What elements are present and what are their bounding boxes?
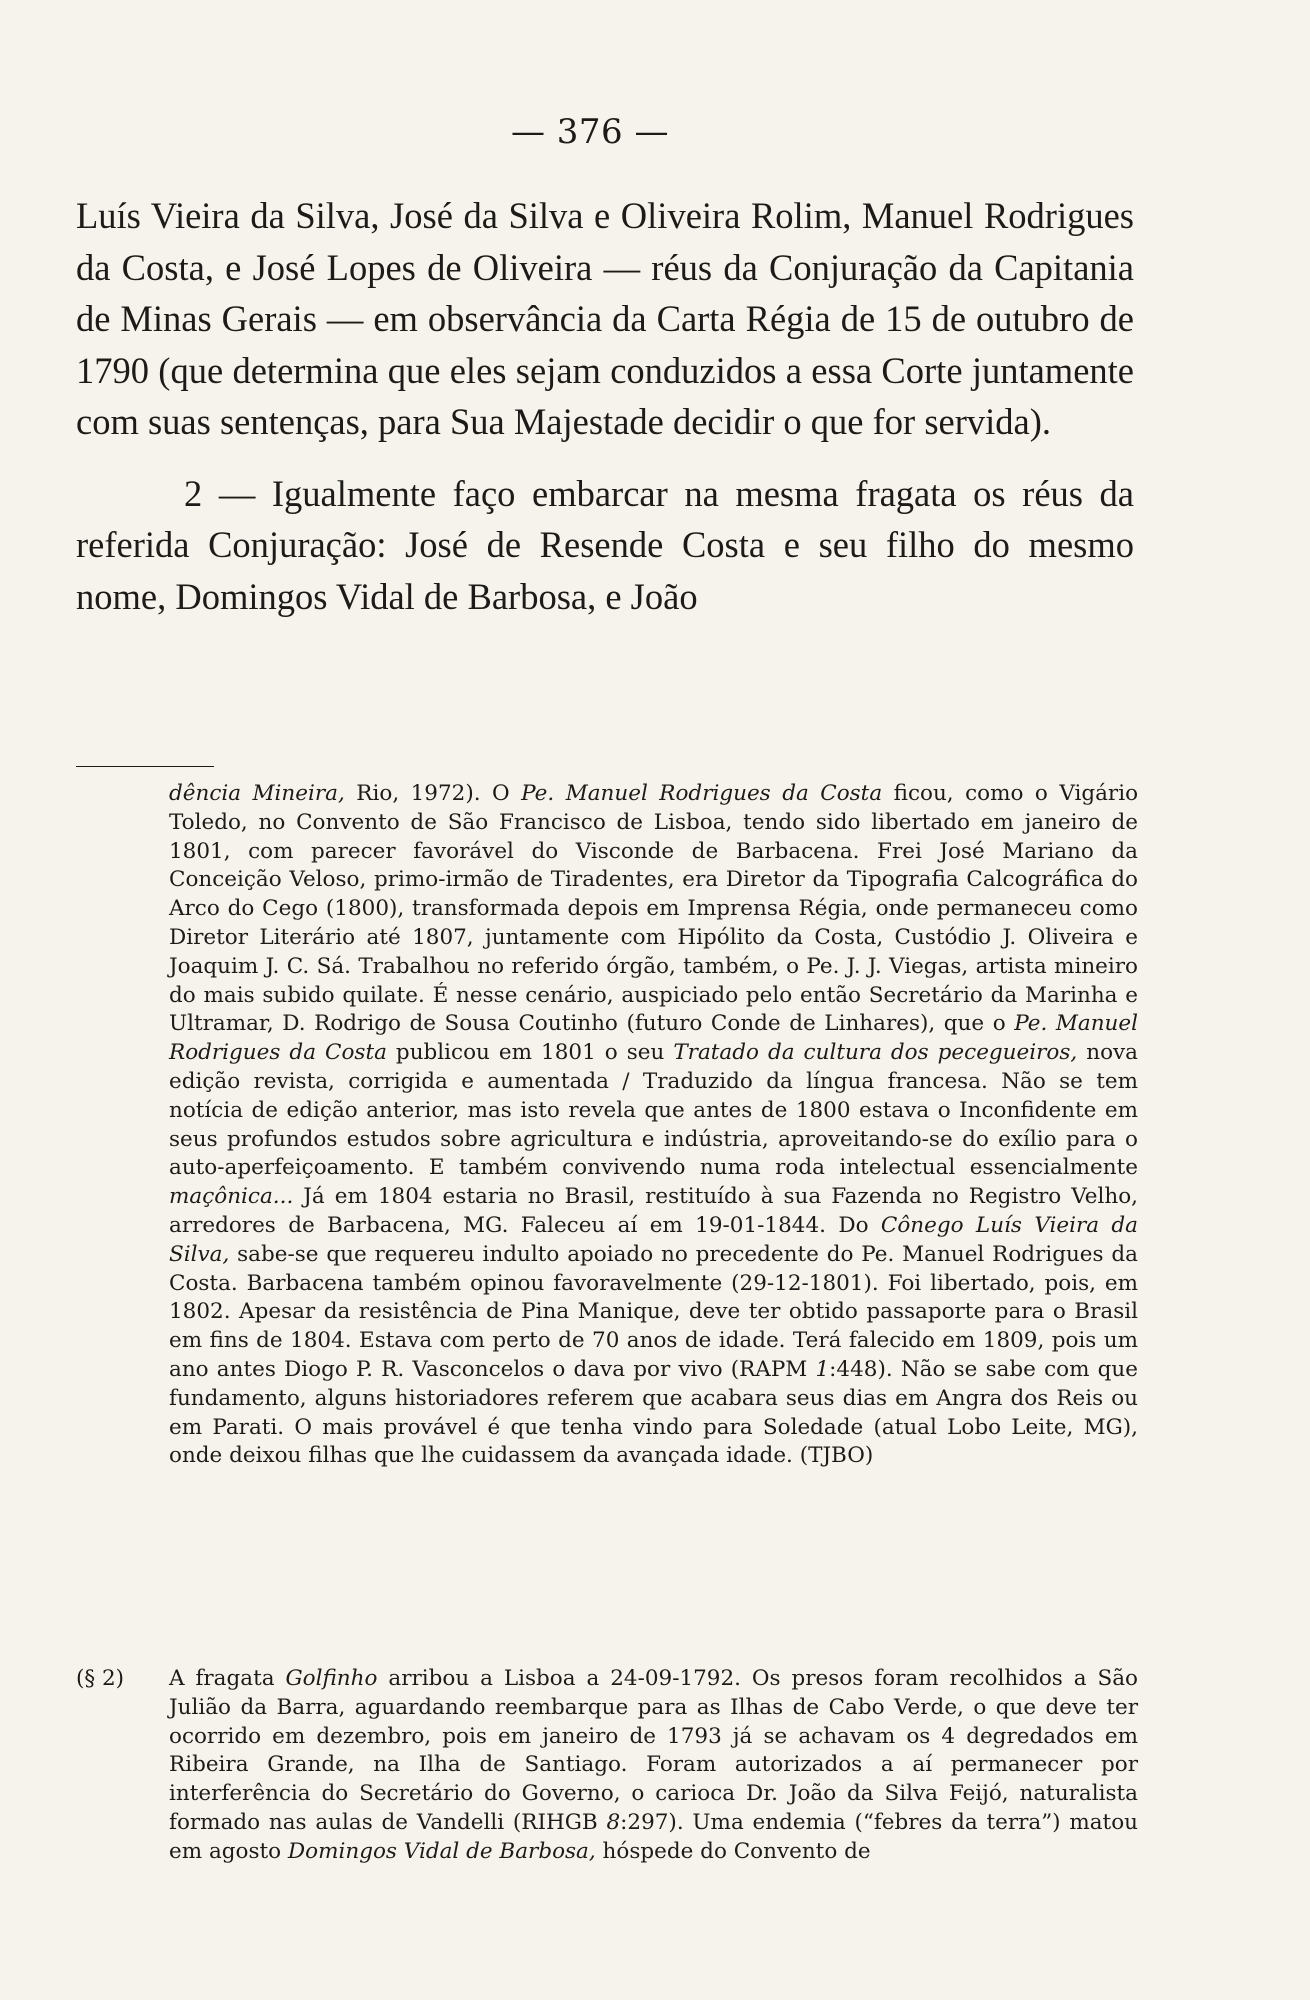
footnote-2-body (169, 1665, 1138, 1867)
fn1-seg-10: Já em 1804 estaria no Brasil, restituído à sua Fazenda no Registro Velho, arredores de Barbacena, MG. Faleceu aí em 19-01-1844. Do (169, 1184, 1138, 1238)
footnote-1-body (169, 780, 1138, 1471)
footnote-2-marker: (§ 2) (76, 1666, 125, 1691)
footnote-2 (76, 1665, 1138, 1867)
fn1-seg-09: maçônica... (169, 1184, 294, 1210)
footnote-1 (76, 780, 1138, 1471)
fn2-seg-07: hóspede do Convento de (595, 1838, 871, 1864)
fn2-seg-03: arribou a Lisboa a 24-09-1792. Os presos foram recolhidos a São Julião da Barra, aguardando reembarque para as Ilhas de Cabo Verde, o que deve ter ocorrido em dezembro, pois em janeiro de 1793 já se achavam os 4 degredados em Ribeira Grande, na Ilha de Santiago. Foram autorizados a aí permanecer por interferência do Secretário do Governo, o carioca Dr. João da Silva Feijó, naturalista formado nas aulas de Vandelli (RIHGB (169, 1666, 1138, 1835)
fn1-seg-13: 1 (815, 1356, 830, 1382)
fn1-seg-06: publicou em 1801 o seu (386, 1040, 674, 1066)
fn1-seg-04: ficou, como o Vigário Toledo, no Convento de São Francisco de Lisboa, tendo sido libertado em janeiro de 1801, com parecer favorável do Visconde de Barbacena. Frei José Mariano da Conceição Veloso, primo-irmão de Tiradentes, era Diretor da Tipografia Calcográfica do Arco do Cego (1800), transformada depois em Imprensa Régia, onde permaneceu como Diretor Literário até 1807, juntamente com Hipólito da Costa, Custódio J. Oliveira e Joaquim J. C. Sá. Trabalhou no referido órgão, também, o Pe. J. J. Viegas, artista mineiro do mais subido quilate. É nesse cenário, auspiciado pelo então Secretário da Marinha e Ultramar, D. Rodrigo de Sousa Coutinho (futuro Conde de Linhares), que o (169, 781, 1139, 1037)
fn1-seg-11: Cônego Luís Vieira da Silva, (169, 1212, 1138, 1267)
fn2-seg-01: A fragata (169, 1666, 286, 1691)
main-paragraph-1: Luís Vieira da Silva, José da Silva e Oliveira Rolim, Manuel Rodrigues da Costa, e José Lopes de Oliveira — réus da Conjuração da Capitania de Minas Gerais — em observância da Carta Régia de 15 de outubro de 1790 (que determina que eles sejam conduzidos a essa Corte juntamente com suas sentenças, para Sua Majestade decidir o que for servida). (76, 195, 1134, 442)
fn1-seg-08: nova edição revista, corrigida e aumentada / Traduzido da língua francesa. Não se tem notícia de edição anterior, mas isto revela que antes de 1800 estava o Inconfidente em seus profundos estudos sobre agricultura e indústria, aproveitando-se do exílio para o auto-aperfeiçoamento. E também convivendo numa roda intelectual essencialmente (169, 1040, 1138, 1181)
fn2-seg-05: :297). Uma endemia (“febres da terra”) matou em agosto (169, 1809, 1138, 1864)
fn2-seg-06: Domingos Vidal de Barbosa, (287, 1838, 596, 1864)
fn2-seg-02: Golfinho (285, 1666, 378, 1691)
fn1-seg-07: Tratado da cultura dos pecegueiros, (673, 1040, 1078, 1066)
fn1-seg-14: :448). Não se sabe com que fundamento, alguns historiadores referem que acabara seus dias em Angra dos Reis ou em Parati. O mais provável é que tenha vindo para Soledade (atual Lobo Leite, MG), onde deixou filhas que lhe cuidassem da avançada idade. (TJBO) (169, 1356, 1138, 1469)
fn2-seg-04: 8 (606, 1809, 621, 1835)
fn1-seg-01: dência Mineira, (169, 781, 345, 806)
footnote-separator (76, 766, 214, 767)
fn1-seg-03: Pe. Manuel Rodrigues da Costa (521, 781, 883, 806)
fn1-seg-02: Rio, 1972). O (344, 781, 522, 806)
main-paragraph-2: 2 — Igualmente faço embarcar na mesma fragata os réus da referida Conjuração: José de Resende Costa e seu filho do mesmo nome, Domingos Vidal de Barbosa, e João (76, 472, 1134, 617)
fn1-seg-05: Pe. Manuel Rodrigues da Costa (169, 1011, 1138, 1066)
page-number: — 376 — (510, 112, 669, 152)
fn1-seg-12: sabe-se que requereu indulto apoiado no precedente do Pe. Manuel Rodrigues da Costa. Barbacena também opinou favoravelmente (29-12-1801). Foi libertado, pois, em 1802. Apesar da resistência de Pina Manique, deve ter obtido passaporte para o Brasil em fins de 1804. Estava com perto de 70 anos de idade. Terá falecido em 1809, pois um ano antes Diogo P. R. Vasconcelos o dava por vivo (RAPM (169, 1241, 1138, 1382)
main-text (76, 190, 1134, 622)
